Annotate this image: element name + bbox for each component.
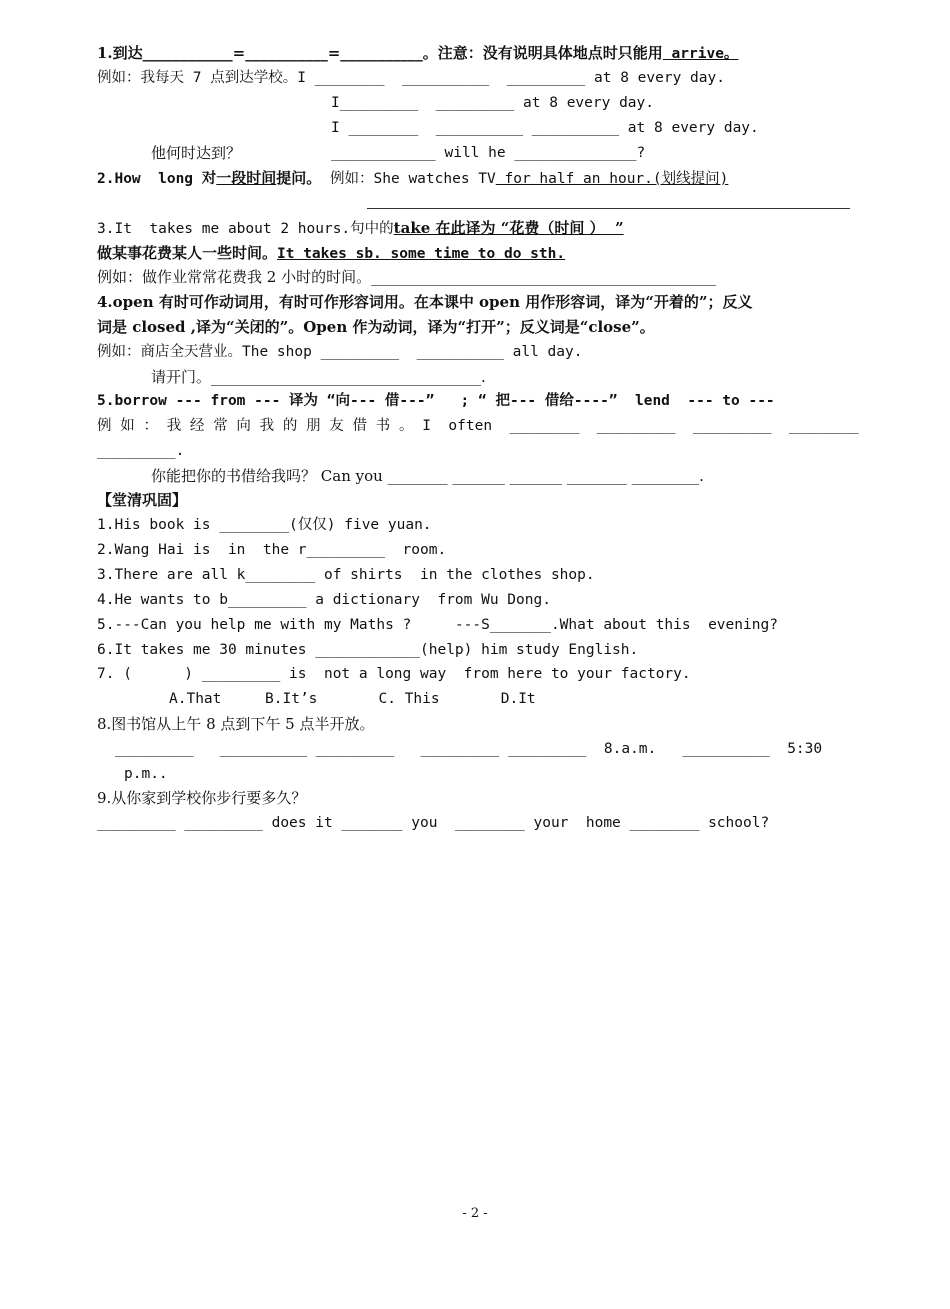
answer-line (367, 208, 850, 209)
note-2-e: for half an hour.(划线提问) (495, 171, 729, 187)
note-5-example-b: _________. (97, 443, 185, 459)
practice-q9: 9.从你家到学校你步行要多久？ (97, 789, 307, 807)
practice-q6: 6.It takes me 30 minutes ____________(help) him study English. (97, 642, 639, 658)
practice-q3: 3.There are all k________ of shirts in the clothes shop. (97, 567, 595, 583)
practice-q9-blanks: _________ _________ does it _______ you ________ your home ________ school? (97, 815, 770, 831)
page-number: - 2 - (462, 1206, 488, 1221)
note-5-example-c: 你能把你的书借给我吗？ Can you ________ _______ _______ ________ _________. (151, 467, 704, 485)
note-4-a: 4.open 有时可作动词用，有时可作形容词用。在本课中 open 用作形容词，译为“开着的”；反义 (97, 293, 753, 311)
note-4-b: 词是 closed ,译为“关闭的”。Open 作为动词，译为“打开”；反义词是“close”。 (97, 318, 655, 336)
practice-q2: 2.Wang Hai is in the r_________ room. (97, 542, 447, 558)
note-1-example-a: 例如：我每天 7 点到达学校。I ________ __________ _________ at 8 every day. (97, 70, 725, 86)
note-1-example-d-cn: 他何时达到？ (151, 144, 242, 162)
practice-q8-tail: p.m.. (124, 766, 168, 782)
note-1-example-c: I ________ __________ __________ at 8 every day. (331, 120, 759, 136)
practice-q8: 8.图书馆从上午 8 点到下午 5 点半开放。 (97, 715, 375, 733)
note-2-c: 提问。 (276, 169, 322, 187)
note-3 (97, 218, 624, 239)
practice-heading: 【堂清巩固】 (97, 491, 188, 509)
note-1-example-d-en: ____________ will he ______________? (331, 145, 646, 161)
note-1-example-b: I_________ _________ at 8 every day. (331, 95, 655, 111)
practice-q1: 1.His book is ________(仅仅) five yuan. (97, 517, 432, 533)
note-2-d: 例如：She watches TV (321, 171, 496, 187)
note-1-heading (97, 43, 738, 64)
note-3-a: 3.It takes me about 2 hours.句中的 (97, 221, 394, 237)
note-2-b: 一段时间 (216, 169, 277, 187)
note-4-example-b: 请开门。____________________________________. (151, 368, 486, 386)
note-3-b: take 在此译为 “花费（时间 ） ” (393, 219, 624, 237)
note-1-arrive: arrive。 (662, 46, 739, 62)
note-1-text: 1.到达____________=___________=___________。注意：没有说明具体地点时只能用 (97, 44, 663, 62)
note-2-a: 2.How long 对 (97, 171, 217, 187)
practice-q8-blanks: _________ __________ _________ _________ _________ 8.a.m. __________ 5:30 (115, 741, 823, 757)
practice-q4: 4.He wants to b_________ a dictionary from Wu Dong. (97, 592, 551, 608)
practice-q7-options: A.That B.It’s C. This D.It (169, 691, 536, 707)
note-5-example-a: 例 如 ： 我 经 常 向 我 的 朋 友 借 书 。 I often ________ _________ _________ ________ (97, 418, 859, 434)
practice-q5: 5.---Can you help me with my Maths ? ---S_______.What about this evening? (97, 617, 778, 633)
note-2 (97, 168, 728, 189)
note-4-example-a: 例如：商店全天营业。The shop _________ __________ all day. (97, 344, 583, 360)
note-5-a: 5.borrow --- from --- 译为 “向--- 借---” ; “ 把--- 借给----” lend --- to --- (97, 393, 775, 409)
note-3-rule (97, 243, 565, 264)
note-3-example: 例如：做作业常常花费我 2 小时的时间。______________________________________________ (97, 268, 717, 286)
note-3-d: It takes sb. some time to do sth. (277, 246, 566, 262)
note-3-c: 做某事花费某人一些时间。 (97, 244, 278, 262)
practice-q7: 7. ( ) _________ is not a long way from here to your factory. (97, 666, 691, 682)
